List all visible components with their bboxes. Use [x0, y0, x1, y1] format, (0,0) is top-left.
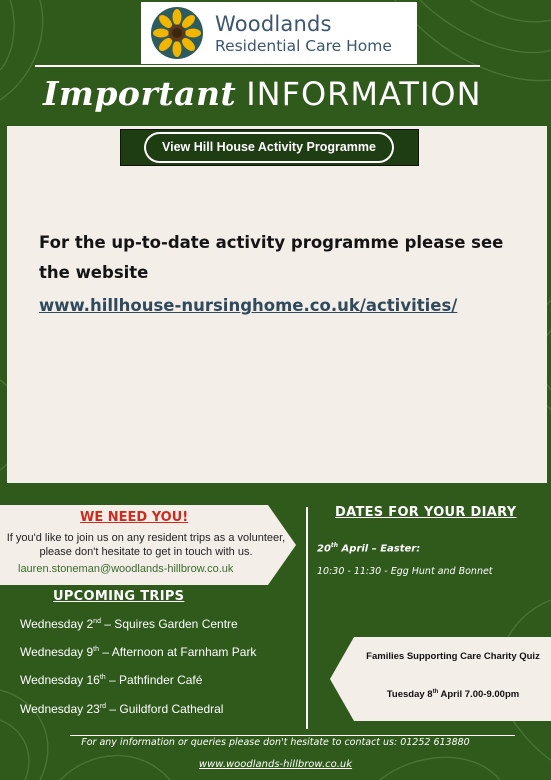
- volunteer-message: If you'd like to join us on any resident trips as a volunteer, please don't hesitate to get in touch with us.: [6, 532, 286, 558]
- brand-subtitle: Residential Care Home: [215, 37, 392, 55]
- trip-item: Wednesday 9th – Afternoon at Farnham Park: [20, 645, 257, 659]
- programme-message: For the up-to-date activity programme please see the website: [39, 233, 504, 282]
- diary-date: 20th April – Easter:: [317, 542, 421, 555]
- title-script-word: Important: [43, 74, 237, 113]
- sunflower-icon: [151, 7, 203, 59]
- volunteer-email-link[interactable]: lauren.stoneman@woodlands-hillbrow.co.uk: [18, 563, 234, 575]
- trip-item: Wednesday 2nd – Squires Garden Centre: [20, 617, 238, 631]
- logo-box: [141, 2, 417, 64]
- volunteer-title: WE NEED YOU!: [80, 510, 189, 525]
- website-link[interactable]: www.woodlands-hillbrow.co.uk: [198, 759, 353, 770]
- column-divider: [306, 507, 308, 729]
- title-caps-word: INFORMATION: [246, 75, 482, 113]
- diary-title: DATES FOR YOUR DIARY: [335, 505, 517, 520]
- view-programme-button[interactable]: View Hill House Activity Programme: [146, 134, 392, 161]
- activities-link[interactable]: www.hillhouse-nursinghome.co.uk/activities/: [39, 296, 458, 315]
- footer-contact: For any information or queries please don't hesitate to contact us: 01252 613880: [81, 737, 470, 748]
- trip-item: Wednesday 16th – Pathfinder Café: [20, 673, 203, 687]
- quiz-date: Tuesday 8th April 7.00-9.00pm: [386, 689, 520, 701]
- trips-title: UPCOMING TRIPS: [53, 589, 185, 604]
- brand-name: Woodlands: [215, 12, 332, 36]
- page-title: [43, 74, 503, 118]
- trip-item: Wednesday 23rd – Guildford Cathedral: [20, 702, 224, 716]
- quiz-title: Families Supporting Care Charity Quiz: [366, 651, 540, 662]
- footer-divider: [70, 735, 515, 736]
- diary-event: 10:30 - 11:30 - Egg Hunt and Bonnet: [317, 566, 493, 577]
- header-divider: [35, 65, 480, 67]
